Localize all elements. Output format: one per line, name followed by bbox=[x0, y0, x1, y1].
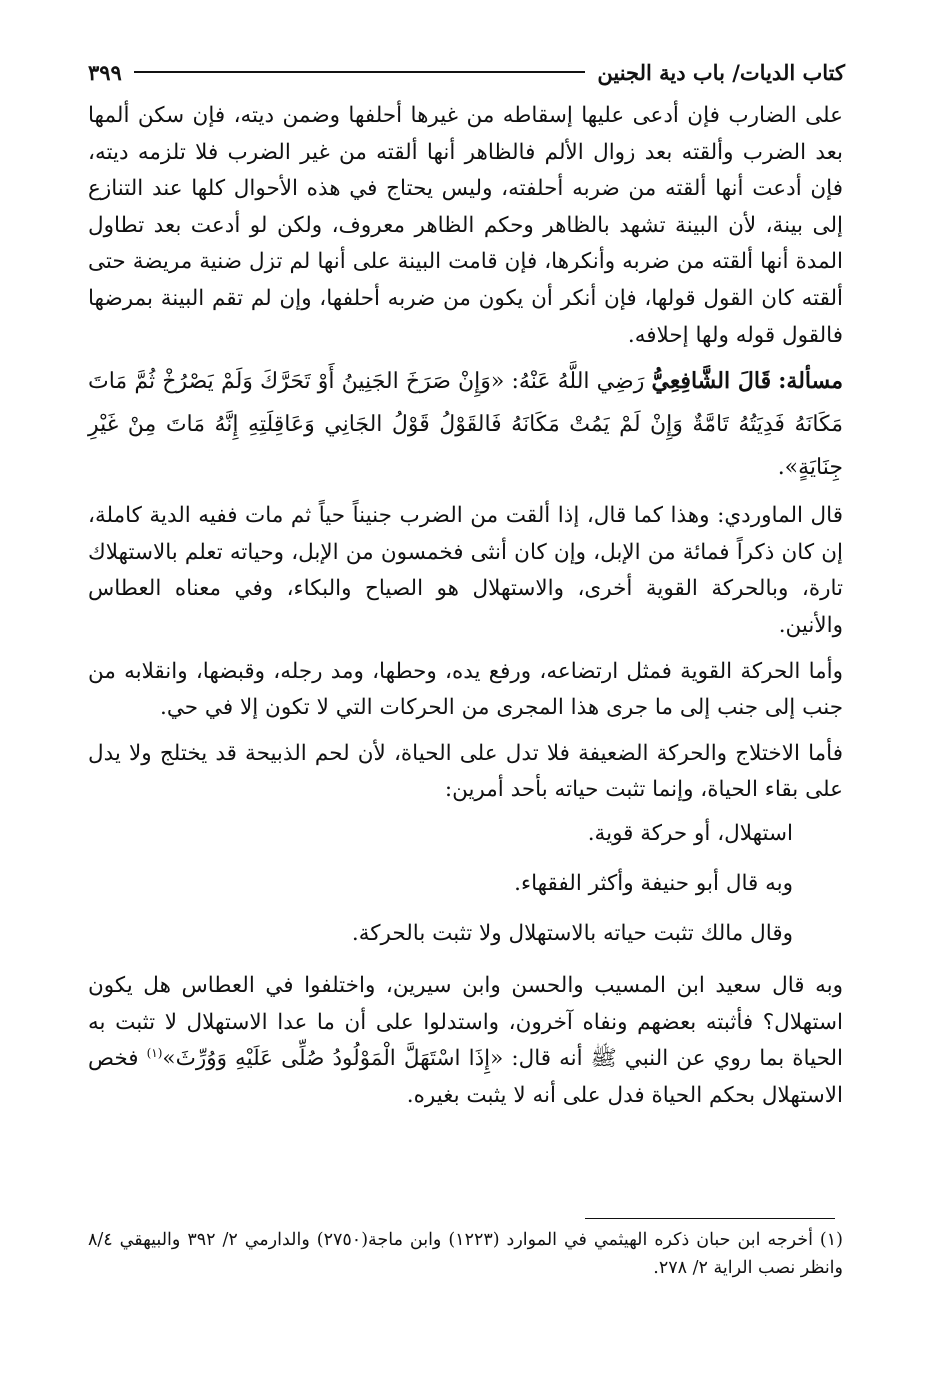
masala-label: مسألة: bbox=[778, 368, 844, 395]
masala-paragraph bbox=[88, 360, 843, 489]
paragraph-5-text: وبه قال سعيد ابن المسيب والحسن وابن سيرين، واختلفوا في العطاس هل يكون استهلال؟ فأثبته بعضهم ونفاه آخرون، واستدلوا على أن ما عدا الاستهلال لا تثبت به الحياة بما روي عن النبي ﷺ أنه قال: «إِذَا اسْتَهَلَّ الْمَوْلُودُ صُلِّى عَلَيْهِ وَوُرِّثَ» bbox=[88, 972, 843, 1072]
footnotes bbox=[88, 1226, 843, 1282]
line-2: وبه قال أبو حنيفة وأكثر الفقهاء. bbox=[514, 870, 793, 896]
line-3: وقال مالك تثبت حياته بالاستهلال ولا تثبت بالحركة. bbox=[351, 920, 793, 946]
line-1: استهلال، أو حركة قوية. bbox=[587, 820, 793, 846]
footnote-separator bbox=[585, 1218, 835, 1219]
header-title: كتاب الديات/ باب دية الجنين bbox=[597, 59, 845, 85]
paragraph-2: قال الماوردي: وهذا كما قال، إذا ألقت من الضرب جنيناً حياً ثم مات ففيه الدية كاملة، إن كان ذكراً فمائة من الإبل، وإن كان أنثى فخمسون من الإبل، وحياته تعلم بالاستهلاك تارة، وبالحركة القوية أخرى، والاستهلال هو الصياح والبكاء، وفي معناه العطاس والأنين. bbox=[88, 503, 843, 638]
running-header bbox=[88, 52, 845, 92]
header-rule bbox=[134, 71, 586, 73]
paragraph-4: فأما الاختلاج والحركة الضعيفة فلا تدل على الحياة، لأن لحم الذبيحة قد يختلج ولا يدل على بقاء الحياة، وإنما تثبت حياته بأحد أمرين: bbox=[88, 740, 843, 803]
masala-speaker: قَالَ الشَّافِعِيُّ bbox=[651, 368, 772, 395]
footnote-ref: (١) bbox=[146, 1045, 163, 1060]
paragraph-3: وأما الحركة القوية فمثل ارتضاعه، ورفع يده، وحطها، ومد رجله، وقبضها، وانقلابه من جنب إلى جنب إلى ما جرى هذا المجرى من الحركات التي لا تكون إلا في حي. bbox=[88, 658, 843, 721]
page-number: ٣٩٩ bbox=[88, 59, 122, 85]
paragraph-5 bbox=[88, 968, 843, 1114]
masala-text: رَضِي اللَّهُ عَنْهُ: «وَإِنْ صَرَخَ الجَنِينُ أَوْ تَحَرَّكَ وَلَمْ يَصْرُخْ ثُمَّ مَاتَ مَكَانَهُ فَدِيَتُهُ تَامَّةٌ وَإِنْ لَمْ يَمُتْ مَكَانَهُ فَالقَوْلُ قَوْلُ الجَانِي وَعَاقِلَتِهِ إِنَّهُ مَاتَ مِنْ غَيْرِ جِنَايَةٍ». bbox=[88, 369, 843, 481]
paragraph-5-end: فخص الاستهلال بحكم الحياة فدل على أنه لا يثبت بغيره. bbox=[88, 1046, 843, 1108]
paragraph-1: على الضارب فإن أدعى عليها إسقاطه من غيرها أحلفها وضمن ديته، فإن سكن ألمها بعد الضرب وألقته بعد زوال الألم فالظاهر أنها ألقته من غير الضرب فلا تلزمه ديته، فإن أدعت أنها ألقته من ضربه أحلفته، وليس يحتاج في هذه الأحوال كلها عند التنازع إلى بينة، لأن البينة تشهد بالظاهر وحكم الظاهر معروف، ولكن لو أدعت بعد تطاول المدة أنها ألقته من ضربه وأنكرها، فإن قامت البينة على أنها لم تزل ضنية مريضة حتى ألقته كان القول قولها، فإن أنكر أن يكون من ضربه أحلفها، وإن لم تقم البينة بمرضها فالقول قوله ولها إحلافه. bbox=[88, 103, 843, 348]
footnote-1: (١) أخرجه ابن حبان ذكره الهيثمي في الموارد (١٢٢٣) وابن ماجة(٢٧٥٠) والدارمي ٢/ ٣٩٢ والبيهقي ٨/٤ وانظر نصب الراية ٢/ ٢٧٨. bbox=[88, 1230, 843, 1278]
body-text bbox=[88, 98, 843, 1114]
